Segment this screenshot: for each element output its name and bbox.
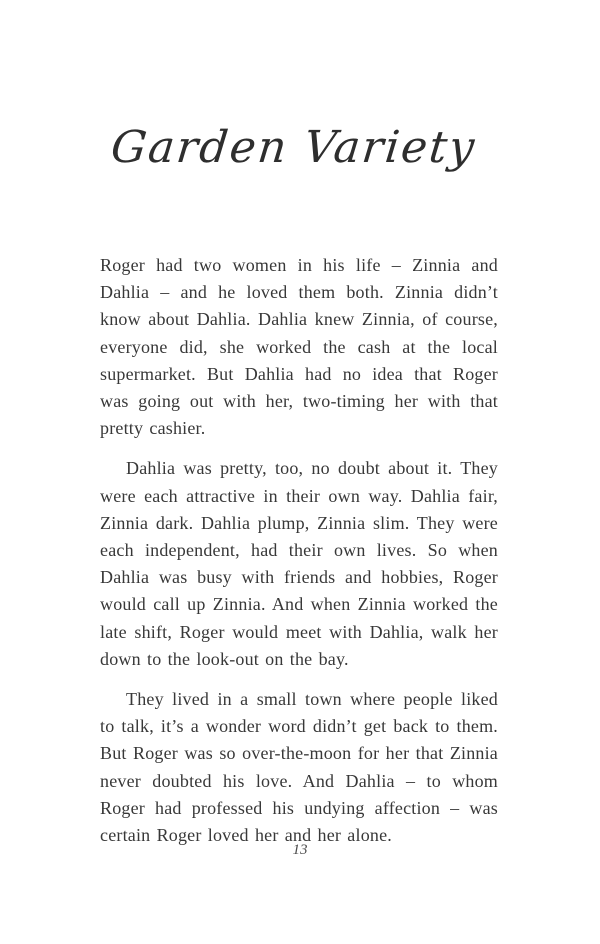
body-paragraph: They lived in a small town where people liked to talk, it’s a wonder word didn’t get back to them. But Roger was so over-the-moon for her that Zinnia never doubted his love. And Dahlia – to whom Roger had professed his undying affection – was certain Roger loved her and her alone. <box>100 689 498 846</box>
page-number: 13 <box>292 842 308 858</box>
page-body <box>100 252 498 862</box>
body-paragraph: Dahlia was pretty, too, no doubt about it. They were each attractive in their own way. Dahlia fair, Zinnia dark. Dahlia plump, Zinnia slim. They were each independent, had their own lives. So when Dahlia was busy with friends and hobbies, Roger would call up Zinnia. And when Zinnia worked the late shift, Roger would meet with Dahlia, walk her down to the look-out on the bay. <box>100 458 498 669</box>
body-paragraph: Roger had two women in his life – Zinnia and Dahlia – and he loved them both. Zinnia didn’t know about Dahlia. Dahlia knew Zinnia, of course, everyone did, she worked the cash at the local supermarket. But Dahlia had no idea that Roger was going out with her, two-timing her with that pretty cashier. <box>100 255 498 439</box>
chapter-title: Garden Variety <box>108 122 479 173</box>
